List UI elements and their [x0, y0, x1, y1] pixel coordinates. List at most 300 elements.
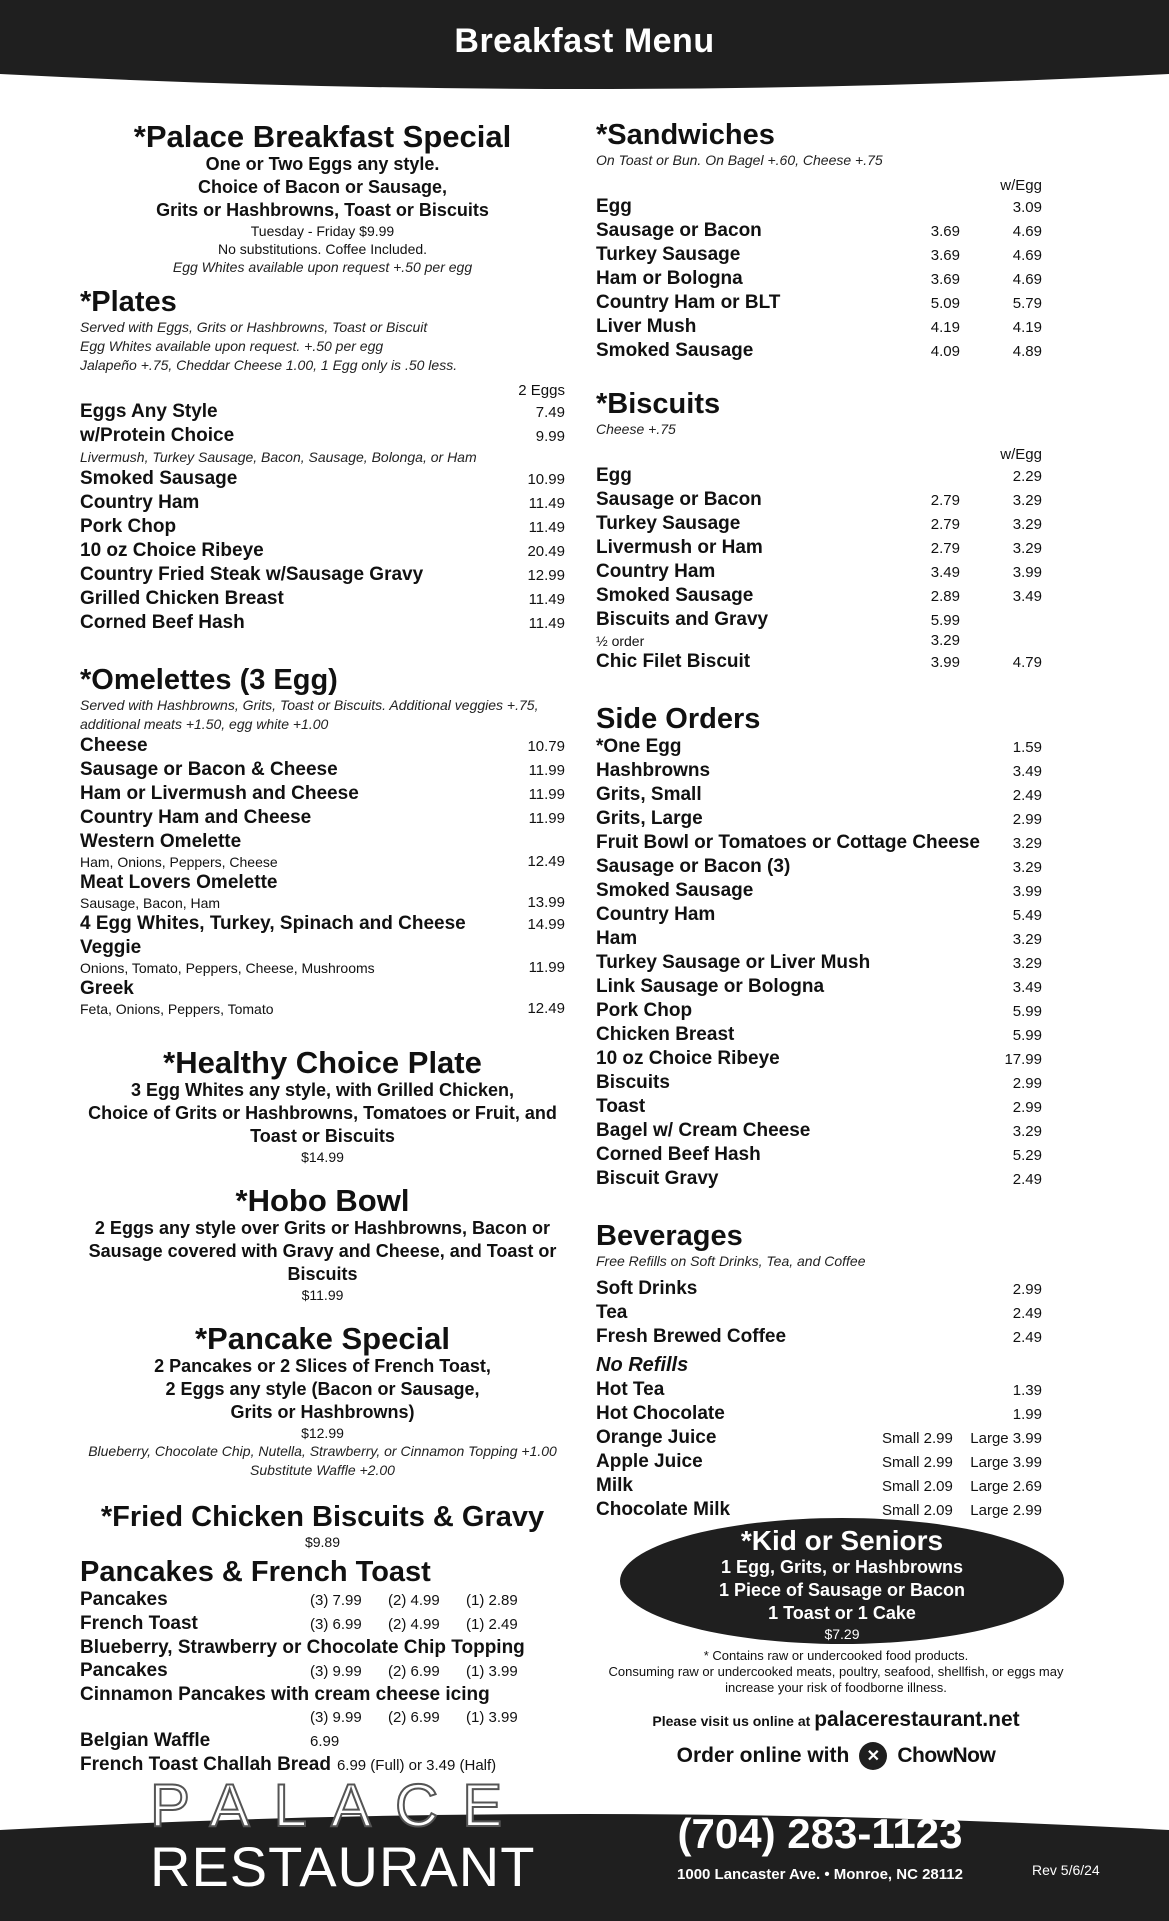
item-price: 6.99: [310, 1733, 340, 1750]
menu-row: [596, 1143, 1042, 1167]
item-price: 1.99: [1012, 1406, 1042, 1423]
menu-row: [80, 1636, 565, 1659]
item-price: 2.99: [1012, 1099, 1042, 1116]
menu-row: [596, 584, 1042, 608]
menu-row: [596, 951, 1042, 975]
menu-row: [596, 831, 1042, 855]
menu-row: [80, 1612, 565, 1636]
menu-row: [596, 855, 1042, 879]
menu-row: [80, 539, 565, 563]
palace-special-title: *Palace Breakfast Special: [133, 119, 512, 154]
item-price: 3.49: [1012, 979, 1042, 996]
sandwiches-section: [596, 120, 1042, 363]
item-price: 3.09: [1012, 199, 1042, 216]
contact-block: [620, 1810, 1020, 1883]
item-price: 3.69: [930, 247, 960, 264]
item-price: 4.79: [1012, 654, 1042, 671]
item-price-large: Large 2.69: [970, 1478, 1042, 1495]
chownow-label: ChowNow: [897, 1744, 996, 1767]
item-price-large: Large 3.99: [970, 1430, 1042, 1447]
healthy-title: *Healthy Choice Plate: [163, 1045, 482, 1080]
item-name: Sausage or Bacon & Cheese: [80, 759, 338, 780]
item-name: Toast: [596, 1096, 646, 1117]
item-price-small: Small 2.09: [882, 1478, 953, 1495]
healthy-price: $14.99: [301, 1149, 344, 1165]
item-price: 3.69: [930, 223, 960, 240]
item-price: 11.49: [528, 519, 565, 536]
kids-line: 1 Egg, Grits, or Hashbrowns: [720, 1557, 964, 1577]
item-name: Ham or Bologna: [596, 268, 743, 289]
item-name: Cinnamon Pancakes with cream cheese icing: [80, 1684, 490, 1705]
beverages-title: Beverages: [596, 1220, 743, 1252]
pancake-special-section: [80, 1322, 565, 1480]
menu-row: [596, 1277, 1042, 1301]
menu-row: [596, 315, 1042, 339]
item-name: Egg: [596, 465, 632, 486]
item-price: 12.49: [527, 1000, 565, 1017]
menu-row: [596, 807, 1042, 831]
warning-note: increase your risk of foodborne illness.: [725, 1680, 947, 1695]
item-name: Livermush or Ham: [596, 537, 763, 558]
menu-row: [596, 219, 1042, 243]
menu-row: [596, 1378, 1042, 1402]
item-name: *One Egg: [596, 736, 682, 757]
item-price: 10.79: [527, 738, 565, 755]
item-name: Turkey Sausage: [596, 244, 741, 265]
menu-row: [596, 783, 1042, 807]
item-price: 2.99: [1012, 1281, 1042, 1298]
item-name: Veggie: [80, 937, 142, 958]
item-name: Blueberry, Strawberry or Chocolate Chip Topping: [80, 1637, 525, 1658]
item-price: 11.99: [528, 959, 565, 976]
omelettes-title: *Omelettes (3 Egg): [80, 664, 338, 696]
item-price: 5.99: [1012, 1027, 1042, 1044]
item-name: Pork Chop: [596, 1000, 693, 1021]
healthy-line: Choice of Grits or Hashbrowns, Tomatoes or Fruit, and: [88, 1103, 557, 1123]
palace-special-note: No substitutions. Coffee Included.: [217, 241, 428, 257]
menu-row: [596, 1474, 1042, 1498]
kids-text: [617, 1526, 1067, 1643]
menu-row: [596, 650, 1042, 674]
item-name: Corned Beef Hash: [596, 1144, 761, 1165]
item-name: Country Ham: [596, 904, 716, 925]
pancakes-section: [80, 1557, 565, 1777]
item-price-large: Large 3.99: [970, 1454, 1042, 1471]
item-price: 20.49: [527, 543, 565, 560]
item-price: (2) 6.99: [388, 1709, 440, 1726]
menu-row: [596, 1119, 1042, 1143]
item-desc: Sausage, Bacon, Ham: [80, 895, 221, 911]
beverages-section: [596, 1221, 1042, 1522]
item-name: Smoked Sausage: [80, 468, 238, 489]
plates-note: Jalapeño +.75, Cheddar Cheese 1.00, 1 Egg only is .50 less.: [80, 357, 458, 373]
item-price: (1) 2.49: [466, 1616, 518, 1633]
item-price: 2.49: [1012, 1305, 1042, 1322]
menu-row: [80, 587, 565, 611]
pancake-special-line: 2 Pancakes or 2 Slices of French Toast,: [154, 1356, 491, 1376]
item-name: Fruit Bowl or Tomatoes or Cottage Cheese: [596, 832, 980, 853]
item-name: Grilled Chicken Breast: [80, 588, 284, 609]
item-price: (3) 7.99: [310, 1592, 362, 1609]
omelettes-note: Served with Hashbrowns, Grits, Toast or Biscuits. Additional veggies +.75,: [80, 697, 539, 713]
item-price: 3.29: [1012, 1123, 1042, 1140]
item-name: Turkey Sausage or Liver Mush: [596, 952, 871, 973]
item-name: Meat Lovers Omelette: [80, 872, 278, 893]
item-price: 3.99: [1012, 564, 1042, 581]
item-price: 6.99 (Full) or 3.49 (Half): [336, 1757, 497, 1774]
menu-desc-row: [80, 959, 565, 977]
item-price: 4.69: [1012, 223, 1042, 240]
menu-row: [596, 267, 1042, 291]
contains-note: * Contains raw or undercooked food products.: [703, 1648, 969, 1663]
menu-row: [596, 536, 1042, 560]
sandwiches-title: *Sandwiches: [596, 119, 775, 151]
menu-row: [596, 759, 1042, 783]
item-price: 4.89: [1012, 343, 1042, 360]
pancake-special-title: *Pancake Special: [194, 1321, 451, 1356]
item-price: 3.29: [1012, 835, 1042, 852]
item-price: 2.79: [930, 492, 960, 509]
hobo-section: [80, 1184, 565, 1304]
menu-row: [80, 467, 565, 491]
item-name: Grits, Small: [596, 784, 702, 805]
menu-row: [80, 400, 565, 424]
protein-note: Livermush, Turkey Sausage, Bacon, Sausage, Bolonga, or Ham: [80, 449, 477, 465]
item-price: 7.49: [535, 404, 565, 421]
item-price: 2.49: [1012, 1171, 1042, 1188]
item-name: Egg: [596, 196, 632, 217]
biscuits-section: [596, 389, 1042, 674]
menu-row: [596, 339, 1042, 363]
menu-row: [596, 291, 1042, 315]
item-name: 10 oz Choice Ribeye: [596, 1048, 780, 1069]
order-online[interactable]: [596, 1742, 1076, 1770]
healthy-line: 3 Egg Whites any style, with Grilled Chicken,: [130, 1080, 515, 1100]
menu-row: [80, 1683, 565, 1706]
item-price-large: Large 2.99: [970, 1502, 1042, 1519]
menu-row: [80, 491, 565, 515]
item-price: 2.89: [930, 588, 960, 605]
menu-row: [596, 1071, 1042, 1095]
fried-chicken-title: *Fried Chicken Biscuits & Gravy: [100, 1501, 545, 1533]
phone-number[interactable]: (704) 283-1123: [677, 1810, 963, 1857]
item-name: Smoked Sausage: [596, 340, 754, 361]
palace-special-section: [80, 120, 565, 277]
item-name: 4 Egg Whites, Turkey, Spinach and Cheese: [80, 913, 466, 934]
sandwiches-col-header: w/Egg: [1000, 177, 1042, 194]
plates-section: [80, 287, 565, 635]
sandwiches-note: On Toast or Bun. On Bagel +.60, Cheese +.75: [596, 152, 883, 168]
menu-row: [80, 1729, 565, 1753]
menu-row: [596, 560, 1042, 584]
pancake-special-price: $12.99: [301, 1425, 344, 1441]
item-price: 3.49: [1012, 588, 1042, 605]
item-price: 12.99: [527, 567, 565, 584]
beverages-note: Free Refills on Soft Drinks, Tea, and Coffee: [596, 1253, 866, 1269]
menu-row: [596, 1167, 1042, 1191]
menu-row: [596, 1095, 1042, 1119]
item-price: 4.69: [1012, 271, 1042, 288]
item-price-small: Small 2.09: [882, 1502, 953, 1519]
pancake-special-line: 2 Eggs any style (Bacon or Sausage,: [165, 1379, 480, 1399]
pancakes-title: Pancakes & French Toast: [80, 1556, 431, 1588]
item-price: 5.09: [930, 295, 960, 312]
item-name: Orange Juice: [596, 1427, 717, 1448]
menu-row: [596, 735, 1042, 759]
omelettes-note: additional meats +1.50, egg white +1.00: [80, 716, 329, 732]
right-column: [596, 120, 1042, 1522]
item-name: Apple Juice: [596, 1451, 703, 1472]
item-name: ½ order: [596, 633, 645, 649]
kids-line: 1 Toast or 1 Cake: [768, 1603, 916, 1623]
palace-special-line: One or Two Eggs any style.: [205, 154, 440, 174]
left-column: [80, 120, 565, 1777]
plates-note: Served with Eggs, Grits or Hashbrowns, Toast or Biscuit: [80, 319, 428, 335]
pancake-special-line: Grits or Hashbrowns): [230, 1402, 415, 1422]
menu-row: [596, 488, 1042, 512]
item-name: Hot Tea: [596, 1379, 665, 1400]
item-name: Greek: [80, 978, 134, 999]
hobo-line: 2 Eggs any style over Grits or Hashbrowns, Bacon or: [94, 1218, 551, 1238]
item-price: 3.29: [1012, 859, 1042, 876]
chownow-icon: ✕: [859, 1742, 887, 1770]
website-link[interactable]: palacerestaurant.net: [814, 1708, 1020, 1731]
order-label: Order online with: [676, 1744, 850, 1767]
item-name: Soft Drinks: [596, 1278, 698, 1299]
menu-row: [80, 806, 565, 830]
item-name: Turkey Sausage: [596, 513, 741, 534]
menu-desc-row: [80, 894, 565, 912]
item-name: Sausage or Bacon (3): [596, 856, 791, 877]
item-price: (3) 6.99: [310, 1616, 362, 1633]
item-price: 3.99: [1012, 883, 1042, 900]
menu-row: [80, 936, 565, 959]
item-price: 4.09: [930, 343, 960, 360]
item-name: Tea: [596, 1302, 628, 1323]
item-price: 10.99: [527, 471, 565, 488]
item-price: 3.29: [1012, 931, 1042, 948]
revision-date: Rev 5/6/24: [1032, 1862, 1100, 1878]
item-name: Hot Chocolate: [596, 1403, 725, 1424]
item-price: 5.99: [930, 612, 960, 629]
palace-special-line: Choice of Bacon or Sausage,: [197, 177, 448, 197]
plates-col-header: 2 Eggs: [518, 382, 565, 399]
item-price: 2.99: [1012, 811, 1042, 828]
item-price: 5.99: [1012, 1003, 1042, 1020]
item-name: Biscuits and Gravy: [596, 609, 769, 630]
menu-row: [80, 871, 565, 894]
page-title: Breakfast Menu: [454, 22, 715, 60]
menu-row: [80, 912, 565, 936]
item-price: 5.49: [1012, 907, 1042, 924]
item-name: Biscuit Gravy: [596, 1168, 719, 1189]
menu-row: [80, 758, 565, 782]
item-price: 3.49: [1012, 763, 1042, 780]
visit-label: Please visit us online at: [652, 1713, 811, 1729]
menu-row: [596, 195, 1042, 219]
item-name: Pancakes: [80, 1660, 168, 1681]
kids-title: *Kid or Seniors: [740, 1525, 944, 1556]
item-price: 1.59: [1012, 739, 1042, 756]
item-name: French Toast: [80, 1613, 198, 1634]
hobo-line: Biscuits: [287, 1264, 358, 1284]
logo-palace: PALACE: [150, 1772, 527, 1839]
no-refills-label: No Refills: [596, 1354, 689, 1376]
item-price: 3.29: [1012, 516, 1042, 533]
item-name: Hashbrowns: [596, 760, 711, 781]
menu-desc-row: [596, 632, 1042, 650]
menu-row: [80, 611, 565, 635]
item-price: 11.99: [528, 810, 565, 827]
item-name: Milk: [596, 1475, 633, 1496]
kids-price: $7.29: [824, 1626, 860, 1642]
menu-row: [80, 977, 565, 1000]
plates-title: *Plates: [80, 286, 177, 318]
item-price: 11.49: [528, 591, 565, 608]
palace-logo: [150, 1772, 536, 1898]
item-name: Corned Beef Hash: [80, 612, 245, 633]
item-name: Pancakes: [80, 1589, 168, 1610]
menu-row: [596, 1047, 1042, 1071]
item-desc: Feta, Onions, Peppers, Tomato: [80, 1001, 274, 1017]
item-name: Country Fried Steak w/Sausage Gravy: [80, 564, 424, 585]
item-name: Belgian Waffle: [80, 1730, 211, 1751]
biscuits-title: *Biscuits: [596, 388, 721, 420]
menu-row: [596, 1023, 1042, 1047]
item-name: Ham or Livermush and Cheese: [80, 783, 359, 804]
menu-row: [596, 879, 1042, 903]
item-price: 1.39: [1012, 1382, 1042, 1399]
item-price: 3.69: [930, 271, 960, 288]
pancake-special-note: Blueberry, Chocolate Chip, Nutella, Strawberry, or Cinnamon Topping +1.00: [88, 1443, 557, 1459]
menu-row: [80, 782, 565, 806]
menu-row: [596, 975, 1042, 999]
item-name: Chicken Breast: [596, 1024, 735, 1045]
item-price: (1) 3.99: [466, 1663, 518, 1680]
item-name: Smoked Sausage: [596, 880, 754, 901]
address: 1000 Lancaster Ave. • Monroe, NC 28112: [677, 1866, 963, 1883]
sides-title: Side Orders: [596, 703, 761, 735]
menu-row: [80, 830, 565, 853]
omelettes-section: [80, 665, 565, 1018]
item-name: 10 oz Choice Ribeye: [80, 540, 264, 561]
item-price: 9.99: [535, 428, 565, 445]
item-name: Eggs Any Style: [80, 401, 218, 422]
item-price-small: Small 2.99: [882, 1454, 953, 1471]
menu-row: [596, 1301, 1042, 1325]
item-price: 5.29: [1012, 1147, 1042, 1164]
item-price: 4.19: [1012, 319, 1042, 336]
logo-restaurant: RESTAURANT: [150, 1835, 536, 1898]
hobo-line: Sausage covered with Gravy and Cheese, and Toast or: [88, 1241, 557, 1261]
menu-row: [80, 424, 565, 448]
menu-row: [596, 464, 1042, 488]
item-price: 4.69: [1012, 247, 1042, 264]
item-name: Chic Filet Biscuit: [596, 651, 751, 672]
item-price-small: Small 2.99: [882, 1430, 953, 1447]
item-price: (3) 9.99: [310, 1663, 362, 1680]
item-name: w/Protein Choice: [80, 425, 235, 446]
item-price: 3.49: [930, 564, 960, 581]
menu-row: [596, 999, 1042, 1023]
item-name: Sausage or Bacon: [596, 220, 762, 241]
palace-special-schedule: Tuesday - Friday $9.99: [250, 223, 395, 239]
fried-chicken-section: [80, 1502, 565, 1551]
item-price: 5.79: [1012, 295, 1042, 312]
item-price: (2) 6.99: [388, 1663, 440, 1680]
item-price: 3.29: [1012, 955, 1042, 972]
warning-note: Consuming raw or undercooked meats, poultry, seafood, shellfish, or eggs may: [608, 1664, 1064, 1679]
item-price: 14.99: [527, 916, 565, 933]
item-desc: Ham, Onions, Peppers, Cheese: [80, 854, 278, 870]
kids-line: 1 Piece of Sausage or Bacon: [718, 1580, 966, 1600]
kids-seniors-section: [617, 1516, 1067, 1646]
item-name: Country Ham and Cheese: [80, 807, 312, 828]
menu-row: [80, 734, 565, 758]
item-name: Western Omelette: [80, 831, 242, 852]
item-name: Smoked Sausage: [596, 585, 754, 606]
item-price: (3) 9.99: [310, 1709, 362, 1726]
item-name: Liver Mush: [596, 316, 697, 337]
item-desc: Onions, Tomato, Peppers, Cheese, Mushrooms: [80, 960, 375, 976]
hobo-title: *Hobo Bowl: [235, 1183, 410, 1218]
item-price: 2.99: [1012, 1075, 1042, 1092]
item-price: (2) 4.99: [388, 1616, 440, 1633]
item-price: 11.99: [528, 762, 565, 779]
plates-note: Egg Whites available upon request. +.50 per egg: [80, 338, 384, 354]
item-price: 3.29: [1012, 540, 1042, 557]
item-price: 2.49: [1012, 787, 1042, 804]
item-name: Cheese: [80, 735, 148, 756]
healthy-line: Toast or Biscuits: [250, 1126, 395, 1146]
sides-section: [596, 704, 1042, 1191]
item-price: 2.79: [930, 516, 960, 533]
item-name: Country Ham: [80, 492, 200, 513]
item-price: 2.49: [1012, 1329, 1042, 1346]
item-price: (1) 2.89: [466, 1592, 518, 1609]
menu-row: [596, 608, 1042, 632]
item-price: 4.19: [930, 319, 960, 336]
menu-desc-row: [80, 1000, 565, 1018]
item-price: 13.99: [527, 894, 565, 911]
item-name: Link Sausage or Bologna: [596, 976, 825, 997]
hobo-price: $11.99: [301, 1287, 344, 1303]
biscuits-col-header: w/Egg: [1000, 446, 1042, 463]
menu-row: [80, 515, 565, 539]
menu-row: [80, 1706, 565, 1729]
healthy-section: [80, 1046, 565, 1166]
item-name: Biscuits: [596, 1072, 670, 1093]
item-name: Ham: [596, 928, 638, 949]
menu-row: [596, 903, 1042, 927]
item-name: Country Ham: [596, 561, 716, 582]
item-price: 12.49: [527, 853, 565, 870]
item-name: Bagel w/ Cream Cheese: [596, 1120, 811, 1141]
item-name: Pork Chop: [80, 516, 177, 537]
item-price: 3.99: [930, 654, 960, 671]
menu-desc-row: [80, 853, 565, 871]
item-name: Fresh Brewed Coffee: [596, 1326, 787, 1347]
item-name: Grits, Large: [596, 808, 703, 829]
item-price: 3.29: [1012, 492, 1042, 509]
visit-line: [596, 1708, 1076, 1732]
menu-row: [80, 563, 565, 587]
palace-special-line: Grits or Hashbrowns, Toast or Biscuits: [156, 200, 489, 220]
menu-row: [80, 1659, 565, 1683]
biscuits-note: Cheese +.75: [596, 421, 676, 437]
footnotes: [596, 1648, 1076, 1770]
item-price: 2.29: [1012, 468, 1042, 485]
